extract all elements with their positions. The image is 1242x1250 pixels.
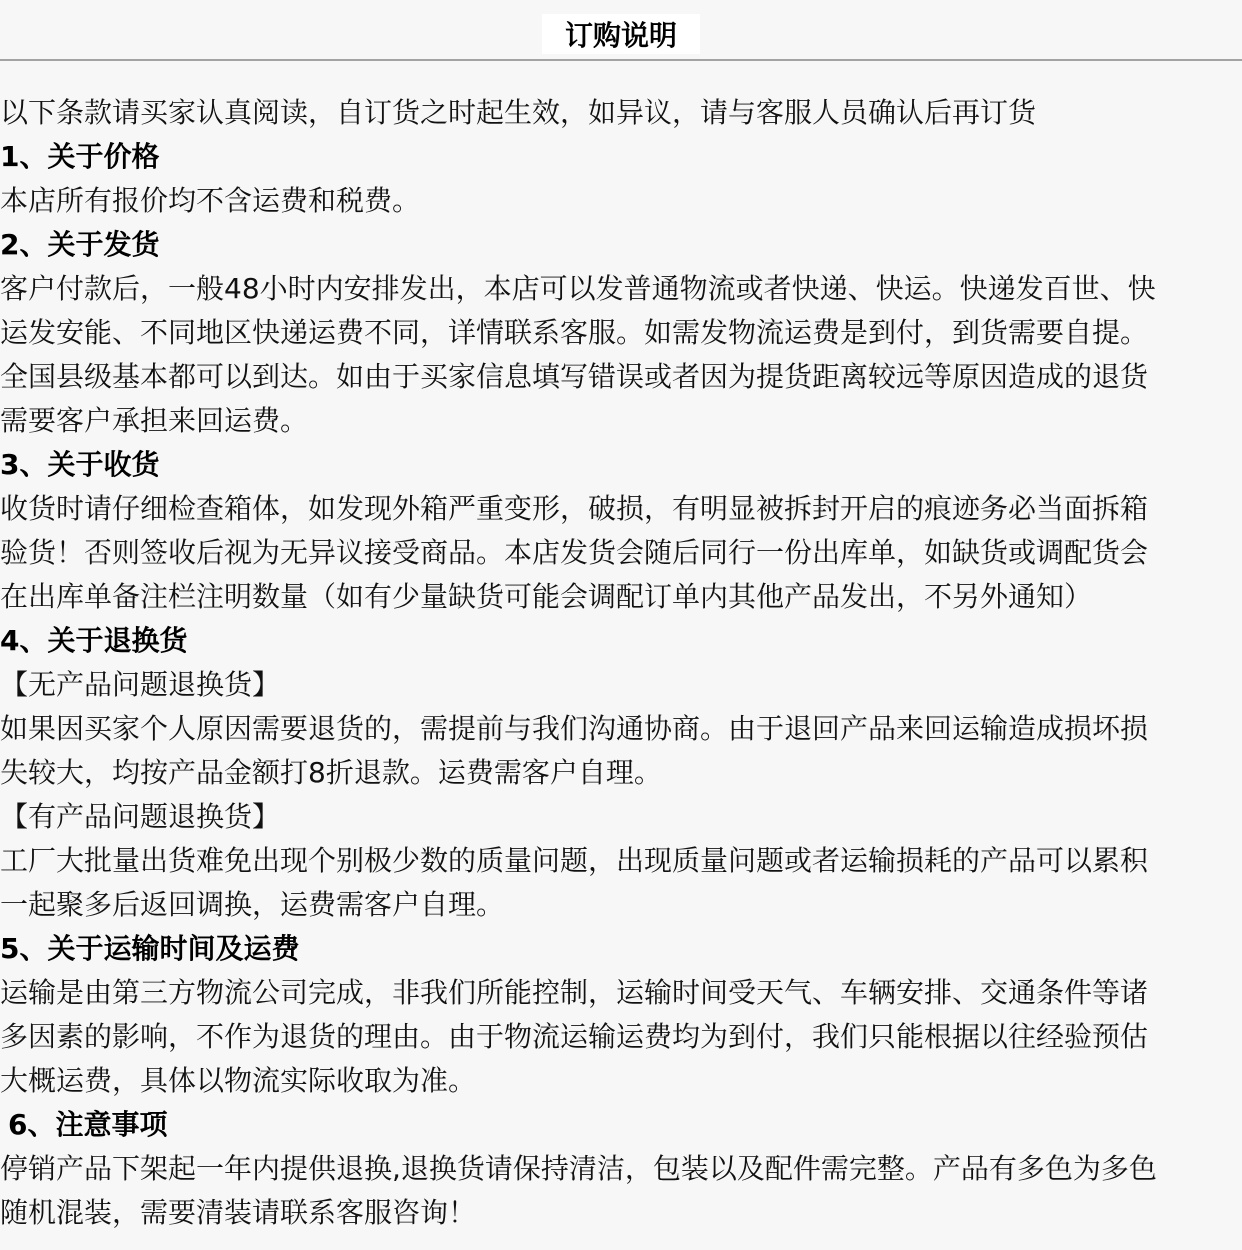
subsection-label: 【有产品问题退换货】: [0, 800, 281, 833]
paragraph-line: 失较大，均按产品金额打8折退款。运费需客户自理。: [0, 756, 662, 789]
intro-text: 以下条款请买家认真阅读，自订货之时起生效，如异议，请与客服人员确认后再订货: [0, 96, 1037, 129]
section-heading: 2、关于发货: [0, 228, 160, 261]
paragraph-line: 在出库单备注栏注明数量（如有少量缺货可能会调配订单内其他产品发出，不另外通知）: [0, 580, 1093, 613]
order-terms-document: [0, 91, 1242, 1235]
section-shipping: [0, 223, 1242, 443]
page-header: [0, 0, 1242, 61]
section-transport: [0, 927, 1242, 1103]
paragraph-line: 运发安能、不同地区快递运费不同，详情联系客服。如需发物流运费是到付，到货需要自提。: [0, 316, 1149, 349]
paragraph-line: 运输是由第三方物流公司完成，非我们所能控制，运输时间受天气、车辆安排、交通条件等诸: [0, 976, 1149, 1009]
header-divider: [0, 59, 1242, 61]
section-price: [0, 135, 1242, 223]
paragraph-line: 如果因买家个人原因需要退货的，需提前与我们沟通协商。由于退回产品来回运输造成损坏损: [0, 712, 1149, 745]
paragraph-line: 随机混装，需要清装请联系客服咨询！: [0, 1196, 477, 1229]
paragraph-line: 客户付款后，一般48小时内安排发出，本店可以发普通物流或者快递、快运。快递发百世、快: [0, 272, 1156, 305]
paragraph-line: 停销产品下架起一年内提供退换,退换货请保持清洁，包装以及配件需完整。产品有多色为多色: [0, 1152, 1157, 1185]
section-heading: 5、关于运输时间及运费: [0, 932, 300, 965]
section-heading: 1、关于价格: [0, 140, 160, 173]
subsection-label: 【无产品问题退换货】: [0, 668, 281, 701]
page-title: 订购说明: [542, 14, 700, 54]
paragraph-line: 验货！否则签收后视为无异议接受商品。本店发货会随后同行一份出库单，如缺货或调配货会: [0, 536, 1149, 569]
paragraph-line: 多因素的影响，不作为退货的理由。由于物流运输运费均为到付，我们只能根据以往经验预估: [0, 1020, 1149, 1053]
paragraph-line: 全国县级基本都可以到达。如由于买家信息填写错误或者因为提货距离较远等原因造成的退货: [0, 360, 1149, 393]
subsection-no-quality-issue: [0, 663, 1242, 795]
section-heading: 3、关于收货: [0, 448, 160, 481]
paragraph-line: 大概运费，具体以物流实际收取为准。: [0, 1064, 477, 1097]
section-heading: 6、注意事项: [8, 1108, 168, 1141]
section-returns: [0, 619, 1242, 927]
section-notes: [0, 1103, 1242, 1235]
paragraph-line: 需要客户承担来回运费。: [0, 404, 309, 437]
paragraph-line: 本店所有报价均不含运费和税费。: [0, 184, 421, 217]
paragraph-line: 收货时请仔细检查箱体，如发现外箱严重变形，破损，有明显被拆封开启的痕迹务必当面拆箱: [0, 492, 1149, 525]
subsection-quality-issue: [0, 795, 1242, 927]
paragraph-line: 一起聚多后返回调换，运费需客户自理。: [0, 888, 505, 921]
section-receiving: [0, 443, 1242, 619]
paragraph-line: 工厂大批量出货难免出现个别极少数的质量问题，出现质量问题或者运输损耗的产品可以累积: [0, 844, 1149, 877]
section-heading: 4、关于退换货: [0, 624, 188, 657]
